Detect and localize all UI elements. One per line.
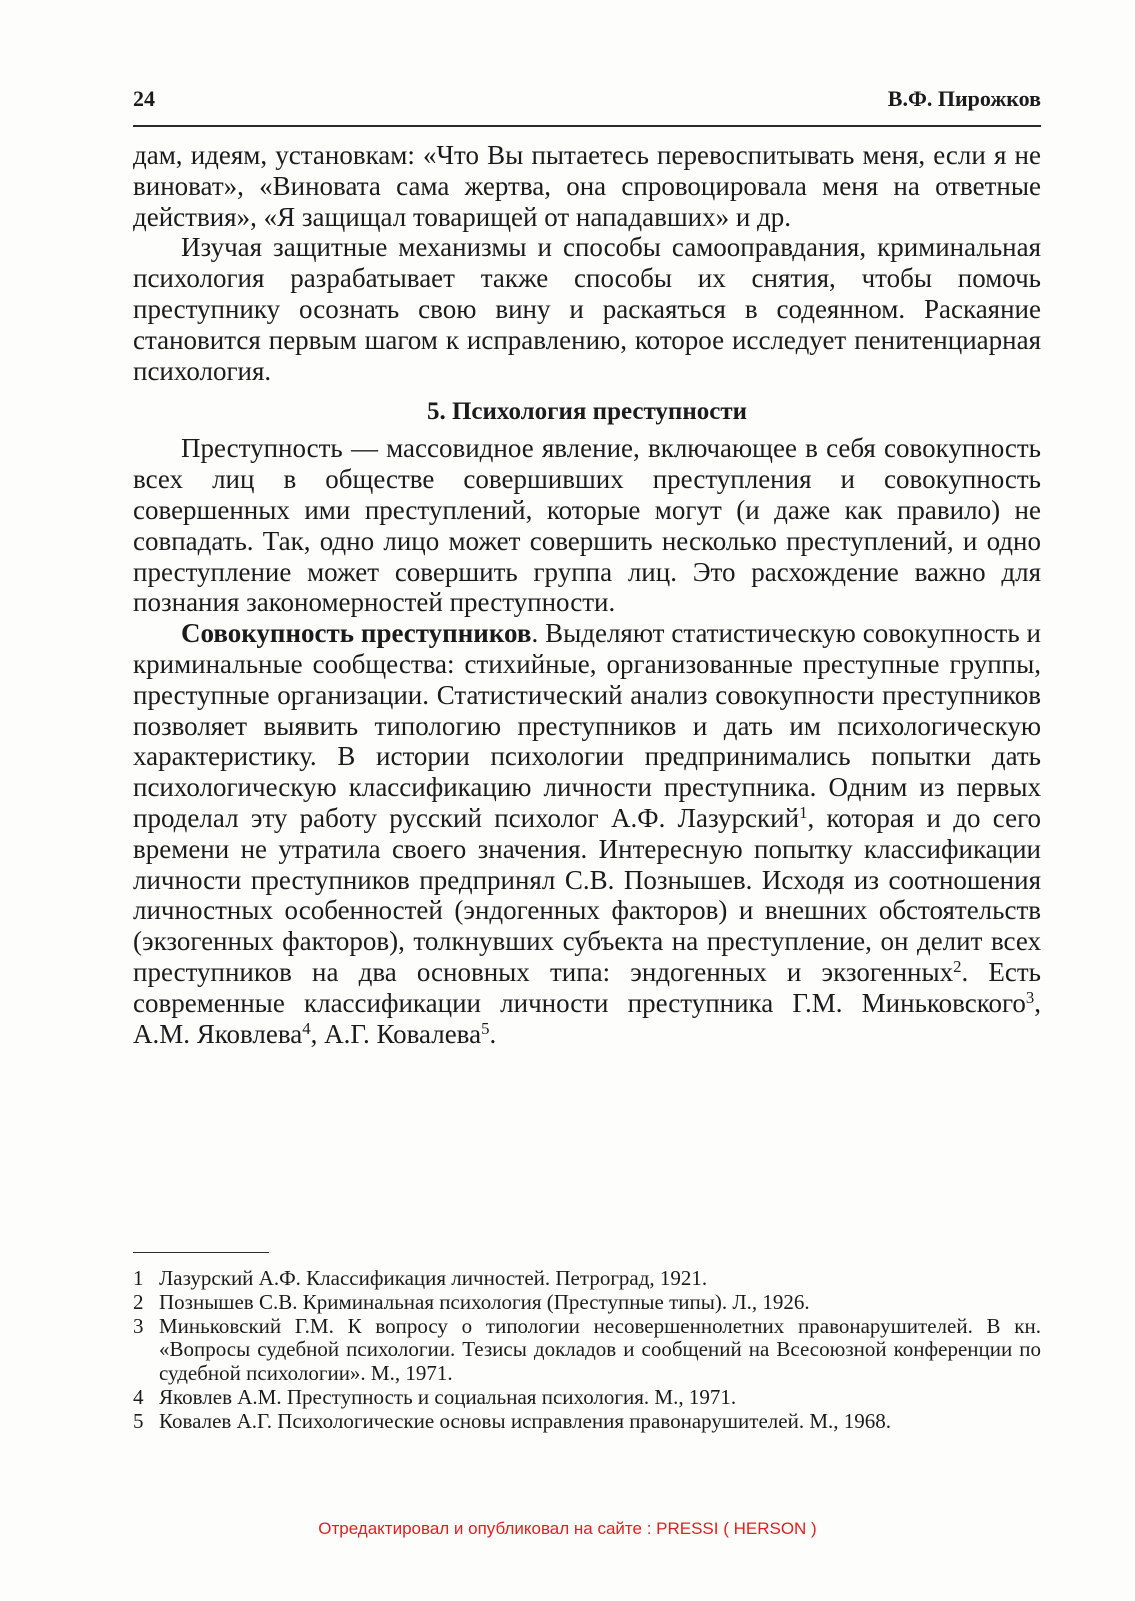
footnote-ref-4: 4 (302, 1018, 311, 1038)
text-run: , А.Г. Ковалева (310, 1018, 482, 1049)
footnote-text: Лазурский А.Ф. Классификация личностей. Петроград, 1921. (159, 1266, 708, 1290)
footnote-text: Яковлев А.М. Преступность и социальная психология. М., 1971. (159, 1384, 737, 1409)
text-run: , А.М. Яковлева (133, 987, 1041, 1049)
footnote-3 (133, 1315, 1041, 1386)
bold-term: Совокупность преступников (181, 618, 532, 649)
paragraph-criminal-population (133, 618, 1041, 1049)
text-run: . (489, 1018, 497, 1049)
text-run: . Есть современные классификации личности преступника Г.М. Миньковского (133, 956, 1041, 1018)
footnote-ref-3: 3 (1025, 987, 1035, 1007)
paragraph-continued: дам, идеям, установкам: «Что Вы пытаетесь перевоспитывать меня, если я не виноват», «Виновата сама жертва, она спровоцировала меня на ответные действия», «Я защищал товарищей от нападавших» и др. (133, 140, 1041, 232)
footnotes (133, 1267, 1041, 1434)
footnote-5 (133, 1410, 1041, 1434)
footnote-ref-1: 1 (799, 802, 808, 822)
footnote-4 (133, 1386, 1041, 1410)
section-heading: 5. Психология преступности (426, 398, 748, 426)
watermark: Отредактировал и опубликовал на сайте : PRESSI ( HERSON ) (318, 1519, 817, 1538)
footnote-1 (133, 1267, 1041, 1291)
header-rule (133, 125, 1041, 127)
page-header (133, 86, 1041, 118)
page-number: 24 (133, 86, 155, 111)
footnote-2 (133, 1291, 1041, 1315)
footnote-text: Ковалев А.Г. Психологические основы исправления правонарушителей. М., 1968. (159, 1408, 892, 1433)
footnote-number: 3 (133, 1313, 144, 1338)
footnote-ref-5: 5 (481, 1018, 490, 1038)
footnote-number: 1 (133, 1266, 144, 1290)
paragraph-defense-mechanisms: Изучая защитные механизмы и способы самооправдания, криминальная психология разрабатывает также способы их снятия, чтобы помочь преступнику осознать свою вину и раскаяться в содеянном. Раскаяние становится первым шагом к исправлению, которое исследует пенитенциарная психология. (133, 232, 1041, 386)
footnote-number: 2 (133, 1289, 144, 1314)
running-head: В.Ф. Пирожков (887, 86, 1041, 111)
footnote-number: 5 (133, 1408, 144, 1433)
footnote-rule (133, 1252, 269, 1253)
footnote-number: 4 (133, 1384, 144, 1409)
main-text (133, 140, 1041, 1049)
footnote-text: Миньковский Г.М. К вопросу о типологии несовершеннолетних правонарушителей. В кн. «Вопросы судебной психологии. Тезисы докладов и сообщений на Всесоюзной конференции по судебной психологии». М., 1971. (159, 1313, 1041, 1386)
text-run: . Выделяют статистическую совокупность и криминальные сообщества: стихийные, организованные преступные группы, преступные организации. Статистический анализ совокупности преступников позволяет выявить типологию преступников и дать им психологическую характеристику. В истории психологии предпринимались попытки дать психологическую классификацию личности преступника. Одним из первых проделал эту работу русский психолог А.Ф. Лазурский (133, 618, 1041, 833)
paragraph-crime-definition: Преступность — массовидное явление, включающее в себя совокупность всех лиц в обществе совершивших преступления и совокупность совершенных ими преступлений, которые могут (и даже как правило) не совпадать. Так, одно лицо может совершить несколько преступлений, и одно преступление может совершить группа лиц. Это расхождение важно для познания закономерностей преступности. (133, 433, 1041, 618)
footnote-ref-2: 2 (953, 956, 962, 976)
text-run: , которая и до сего времени не утратила своего значения. Интересную попытку классификации личности преступников предпринял С.В. Познышев. Исходя из соотношения личностных особенностей (эндогенных факторов) и внешних обстоятельств (экзогенных факторов), толкнувших субъекта на преступление, он делит всех преступников на два основных типа: эндогенных и экзогенных (133, 802, 1041, 987)
footnote-text: Познышев С.В. Криминальная психология (Преступные типы). Л., 1926. (159, 1289, 810, 1314)
